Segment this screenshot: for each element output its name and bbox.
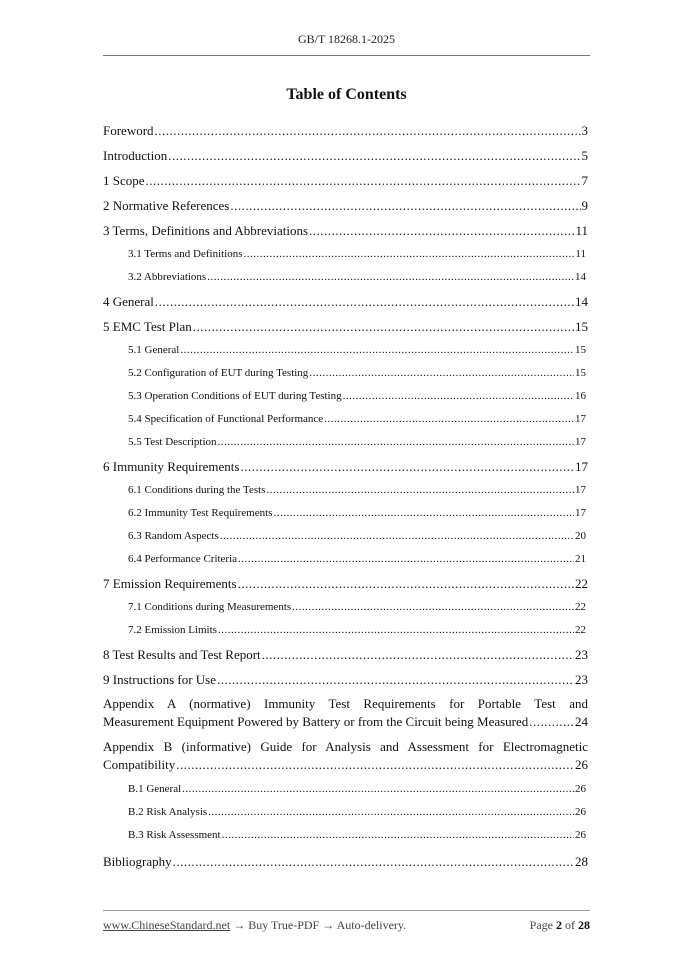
toc-entry[interactable]: [103, 778, 588, 801]
toc-entry-label: 6.3 Random Aspects: [128, 530, 219, 542]
toc-entry-page: 16: [575, 390, 586, 402]
dot-leader: [238, 571, 574, 596]
footer-left: [103, 918, 406, 933]
toc-entry-label: 3.1 Terms and Definitions: [128, 248, 243, 260]
page-footer: [103, 918, 590, 933]
toc-entry-label: 6.4 Performance Criteria: [128, 553, 238, 565]
toc-entry[interactable]: [103, 408, 588, 431]
toc-entry-page: 9: [581, 198, 588, 213]
toc-entry-page: 15: [575, 367, 586, 379]
dot-leader: [180, 339, 574, 362]
toc-entry-page: 15: [575, 344, 586, 356]
toc-title: Table of Contents: [286, 86, 407, 103]
dot-leader: [324, 408, 574, 431]
toc-entry-label: 3 Terms, Definitions and Abbreviations: [103, 223, 309, 238]
toc-entry-label: B.1 General: [128, 783, 182, 795]
toc-entry[interactable]: [103, 525, 588, 548]
dot-leader: [230, 193, 580, 218]
toc-entry-page: 17: [575, 436, 586, 448]
site-link[interactable]: www.ChineseStandard.net: [103, 918, 231, 932]
toc-entry-label: 8 Test Results and Test Report: [103, 647, 261, 662]
page-number: [530, 918, 590, 933]
toc-entry[interactable]: [103, 548, 588, 571]
dot-leader: [146, 168, 581, 193]
toc-entry-label: 5.1 General: [128, 344, 180, 356]
toc-entry-page: 23: [575, 647, 588, 662]
toc-entry[interactable]: [103, 266, 588, 289]
toc-entry-label: 4 General: [103, 294, 154, 309]
page-current: 2: [556, 918, 562, 932]
toc-entry-page: 17: [575, 413, 586, 425]
toc-entry[interactable]: [103, 596, 588, 619]
toc-entry[interactable]: [103, 243, 588, 266]
toc-entry-page: 20: [575, 530, 586, 542]
dot-leader: [182, 778, 574, 801]
toc-appendix-b-entries: [103, 778, 588, 847]
dot-leader: [222, 824, 574, 847]
toc-entry-page: 26: [575, 829, 586, 841]
toc-entry-label-line1: Appendix A (normative) Immunity Test Requirements for Portable Test and: [103, 696, 588, 711]
toc-entry[interactable]: [103, 193, 588, 218]
toc-entry[interactable]: [103, 801, 588, 824]
toc-entry[interactable]: [103, 642, 588, 667]
arrow-right-icon: →: [233, 918, 246, 932]
toc-entry-page: 28: [575, 854, 588, 869]
toc-entry-label: 7.1 Conditions during Measurements: [128, 601, 292, 613]
dot-leader: [168, 143, 580, 168]
of-word: of: [565, 918, 575, 932]
toc-entry[interactable]: [103, 619, 588, 642]
dot-leader: [173, 849, 574, 874]
toc-entry-page: 24: [575, 714, 588, 729]
toc-entry-page: 3: [581, 123, 588, 138]
dot-leader: [240, 454, 574, 479]
toc-entry[interactable]: [103, 143, 588, 168]
toc-entry[interactable]: [103, 454, 588, 479]
toc-entry-page: 26: [575, 806, 586, 818]
toc-entry-label: 6.1 Conditions during the Tests: [128, 484, 266, 496]
dot-leader: [218, 619, 574, 642]
toc-entry[interactable]: [103, 667, 588, 692]
toc-entry-label-line2: Compatibility: [103, 757, 176, 772]
toc-entry-page: 23: [575, 672, 588, 687]
page-word: Page: [529, 918, 553, 932]
toc-entry[interactable]: [103, 571, 588, 596]
toc-entry-page: 26: [575, 757, 588, 772]
toc-entry[interactable]: [103, 339, 588, 362]
dot-leader: [292, 596, 574, 619]
toc-entry-page: 14: [575, 271, 586, 283]
dot-leader: [529, 713, 574, 731]
toc-entry-label: 5 EMC Test Plan: [103, 319, 192, 334]
dot-leader: [244, 243, 575, 266]
dot-leader: [309, 218, 574, 243]
toc-entry-label: Foreword: [103, 123, 154, 138]
toc-entry-label: Introduction: [103, 148, 168, 163]
toc-entry-label: 5.3 Operation Conditions of EUT during Testing: [128, 390, 342, 402]
toc-entry-page: 17: [575, 459, 588, 474]
dot-leader: [273, 502, 574, 525]
toc-entry[interactable]: [103, 362, 588, 385]
delivery-text: Auto-delivery.: [336, 918, 407, 932]
toc-entry-page: 17: [575, 484, 586, 496]
toc-entry[interactable]: [103, 118, 588, 143]
dot-leader: [176, 756, 574, 774]
toc-entry-page: 21: [575, 553, 586, 565]
toc-entry[interactable]: [103, 314, 588, 339]
dot-leader: [155, 289, 574, 314]
toc-entry-label: B.2 Risk Analysis: [128, 806, 208, 818]
toc-entry-page: 15: [575, 319, 588, 334]
header-rule: [103, 55, 590, 56]
dot-leader: [207, 266, 574, 289]
toc-entry-label-line2: Measurement Equipment Powered by Battery or from the Circuit being Measured: [103, 714, 529, 729]
toc-entry-page: 17: [575, 507, 586, 519]
toc-entry-page: 11: [575, 248, 586, 260]
toc-entry-label: 7 Emission Requirements: [103, 576, 237, 591]
toc-entry-label: 2 Normative References: [103, 198, 230, 213]
dot-leader: [208, 801, 574, 824]
toc-entry-page: 5: [581, 148, 588, 163]
toc-entry[interactable]: [103, 168, 588, 193]
toc-entry-appendix-a[interactable]: [103, 692, 588, 735]
dot-leader: [155, 118, 581, 143]
toc-entry-label: 7.2 Emission Limits: [128, 624, 217, 636]
toc-entry-label: 1 Scope: [103, 173, 145, 188]
arrow-right-icon: →: [322, 918, 335, 932]
toc-entry-label: 3.2 Abbreviations: [128, 271, 207, 283]
toc-main-entries: [103, 118, 588, 692]
toc-entry-label: 5.2 Configuration of EUT during Testing: [128, 367, 309, 379]
footer-rule: [103, 910, 590, 911]
toc-entry-appendix-b[interactable]: [103, 735, 588, 778]
toc-entry-label: 6 Immunity Requirements: [103, 459, 240, 474]
toc-entry-page: 11: [575, 223, 588, 238]
toc-entry-label: 5.5 Test Description: [128, 436, 217, 448]
dot-leader: [220, 525, 574, 548]
dot-leader: [343, 385, 574, 408]
toc-entry[interactable]: [103, 218, 588, 243]
toc-entry-page: 7: [581, 173, 588, 188]
dot-leader: [217, 667, 574, 692]
toc-entry-label: 9 Instructions for Use: [103, 672, 217, 687]
toc-entry-label: B.3 Risk Assessment: [128, 829, 221, 841]
dot-leader: [262, 642, 574, 667]
dot-leader: [309, 362, 574, 385]
dot-leader: [238, 548, 574, 571]
page-total: 28: [578, 918, 590, 932]
toc-entry-page: 22: [575, 624, 586, 636]
toc-entry[interactable]: [103, 385, 588, 408]
toc-entry-label-line1: Appendix B (informative) Guide for Analysis and Assessment for Electromagnetic: [103, 739, 588, 754]
toc-entry[interactable]: [103, 431, 588, 454]
dot-leader: [193, 314, 574, 339]
dot-leader: [218, 431, 574, 454]
running-header: GB/T 18268.1-2025: [297, 32, 396, 46]
toc-entry-page: 22: [575, 576, 588, 591]
toc-entry-bibliography[interactable]: [103, 849, 588, 874]
toc-entry-page: 26: [575, 783, 586, 795]
toc-entry[interactable]: [103, 289, 588, 314]
toc-entry-label: Bibliography: [103, 854, 172, 869]
toc-entry-label: 6.2 Immunity Test Requirements: [128, 507, 273, 519]
toc-entry[interactable]: [103, 502, 588, 525]
toc-entry-page: 14: [575, 294, 588, 309]
toc-list: [103, 118, 588, 874]
toc-entry[interactable]: [103, 479, 588, 502]
toc-entry-page: 22: [575, 601, 586, 613]
toc-entry[interactable]: [103, 824, 588, 847]
buy-text: Buy True-PDF: [248, 918, 320, 932]
dot-leader: [266, 479, 574, 502]
toc-entry-label: 5.4 Specification of Functional Performance: [128, 413, 324, 425]
